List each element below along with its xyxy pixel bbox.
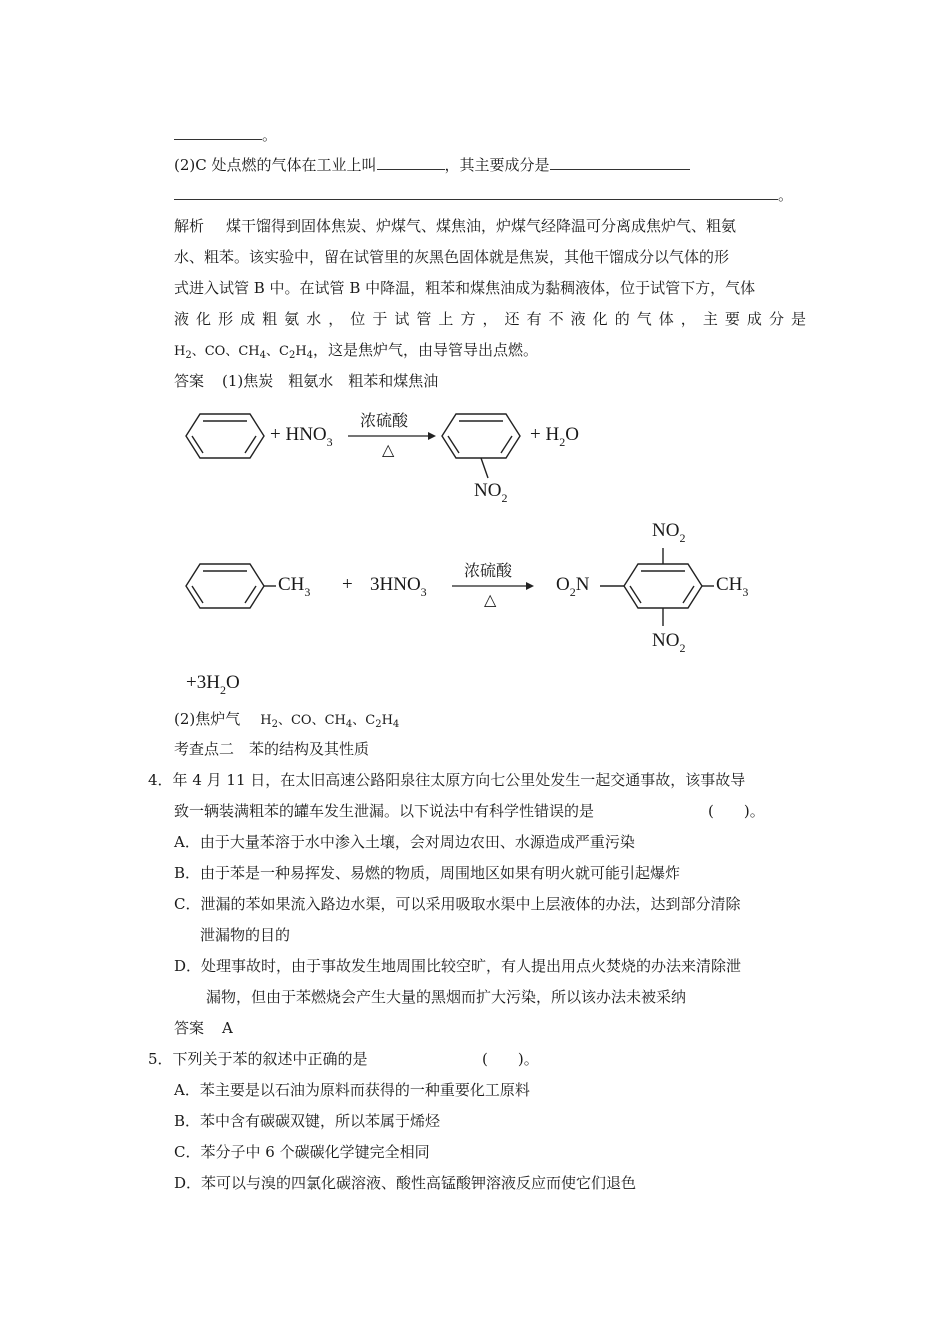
analysis-line-5: $H_2$、CO、$CH_4$、$C_2H_4$，这是焦炉气，由导管导出点燃。 (174, 341, 539, 361)
analysis-label: 解析 (174, 217, 205, 235)
r2-right-methyl: $CH_3$ (716, 574, 749, 599)
q4-stem-line2: 致一辆装满粗苯的罐车发生泄漏。以下说法中有科学性错误的是 (174, 802, 595, 820)
r2-plus: + (342, 574, 353, 595)
r2-catalyst: 浓硫酸 (464, 561, 513, 580)
q4-option-d-cont: 漏物，但由于苯燃烧会产生大量的黑烟而扩大污染，所以该办法未被采纳 (206, 988, 687, 1006)
q5-option-c[interactable]: C．苯分子中 6 个碳碳化学键完全相同 (174, 1143, 430, 1161)
r2-heat-symbol: △ (484, 590, 497, 609)
q4-number: 4． (148, 771, 173, 789)
answer3-line: 答案 (1)焦炭 粗氨水 粗苯和煤焦油 (174, 372, 439, 390)
r2-methyl: $CH_3$ (278, 574, 311, 599)
toluene-ring (186, 564, 276, 608)
analysis-line-2: 水、粗苯。该实验中，留在试管里的灰黑色固体就是焦炭，其他干馏成分以气体的形 (174, 248, 730, 266)
q5-option-b[interactable]: B．苯中含有碳碳双键，所以苯属于烯烃 (174, 1112, 441, 1130)
r1-catalyst: 浓硫酸 (360, 411, 409, 430)
q5-number: 5． (148, 1050, 173, 1068)
r2-top-nitro: $NO_2$ (652, 520, 686, 545)
r1-heat-symbol: △ (382, 440, 395, 459)
analysis-line-3: 式进入试管 B 中。在试管 B 中降温，粗苯和煤焦油成为黏稠液体，位于试管下方，气体 (174, 279, 756, 297)
q5-bracket[interactable]: ( )。 (482, 1050, 539, 1068)
q4-option-b[interactable]: B．由于苯是一种易挥发、易燃的物质，周围地区如果有明火就可能引起爆炸 (174, 864, 681, 882)
r2-water: $+3H_2O$ (186, 672, 240, 697)
q5-option-a[interactable]: A．苯主要是以石油为原料而获得的一种重要化工原料 (174, 1081, 530, 1099)
q4-option-c[interactable]: C．泄漏的苯如果流入路边水渠，可以采用吸取水渠中上层液体的办法，达到部分清除 (174, 895, 741, 913)
r1-reagent: + $HNO_3$ (270, 424, 333, 449)
q4-option-a[interactable]: A．由于大量苯溶于水中渗入土壤，会对周边农田、水源造成严重污染 (174, 833, 635, 851)
section-title: 考查点二 苯的结构及其性质 (174, 740, 370, 758)
q3-p2-line2: 。 (174, 180, 793, 210)
q5-option-d[interactable]: D．苯可以与溴的四氯化碳溶液、酸性高锰酸钾溶液反应而使它们退色 (174, 1174, 637, 1192)
r2-reagent: $3HNO_3$ (370, 574, 427, 599)
r2-left-nitro: $O_2N$ (556, 574, 590, 599)
q4-bracket[interactable]: ( )。 (708, 802, 765, 820)
r2-bottom-nitro: $NO_2$ (652, 630, 686, 655)
q4-option-c-cont: 泄漏物的目的 (200, 926, 291, 944)
r1-nitro-group: $NO_2$ (474, 480, 508, 505)
q4-answer: 答案 A (174, 1019, 233, 1037)
nitrobenzene-ring (442, 414, 520, 478)
q3-p1-tail: 。 (174, 120, 277, 150)
tnt-ring (600, 548, 714, 626)
q4-stem-line1: 4．年 4 月 11 日，在太旧高速公路阳泉往太原方向七公里处发生一起交通事故，该事故导 (148, 771, 746, 789)
r1-water: + $H_2O$ (530, 424, 579, 449)
q5-stem: 5．下列关于苯的叙述中正确的是 (148, 1050, 368, 1068)
analysis-line-1: 解析 煤干馏得到固体焦炭、炉煤气、煤焦油，炉煤气经降温可分离成焦炉气、粗氨 (174, 217, 737, 235)
q4-option-d[interactable]: D．处理事故时，由于事故发生地周围比较空旷，有人提出用点火焚烧的办法来清除泄 (174, 957, 742, 975)
answer3-part2: (2)焦炉气 $H_2$、CO、$CH_4$、$C_2H_4$ (174, 710, 400, 730)
analysis-line-4: 液化形成粗氨水，位于试管上方，还有不液化的气体，主要成分是 (174, 310, 806, 328)
benzene-ring-1 (186, 414, 264, 458)
q3-p2-line: (2)C 处点燃的气体在工业上叫 ，其主要成分是 (174, 150, 690, 180)
